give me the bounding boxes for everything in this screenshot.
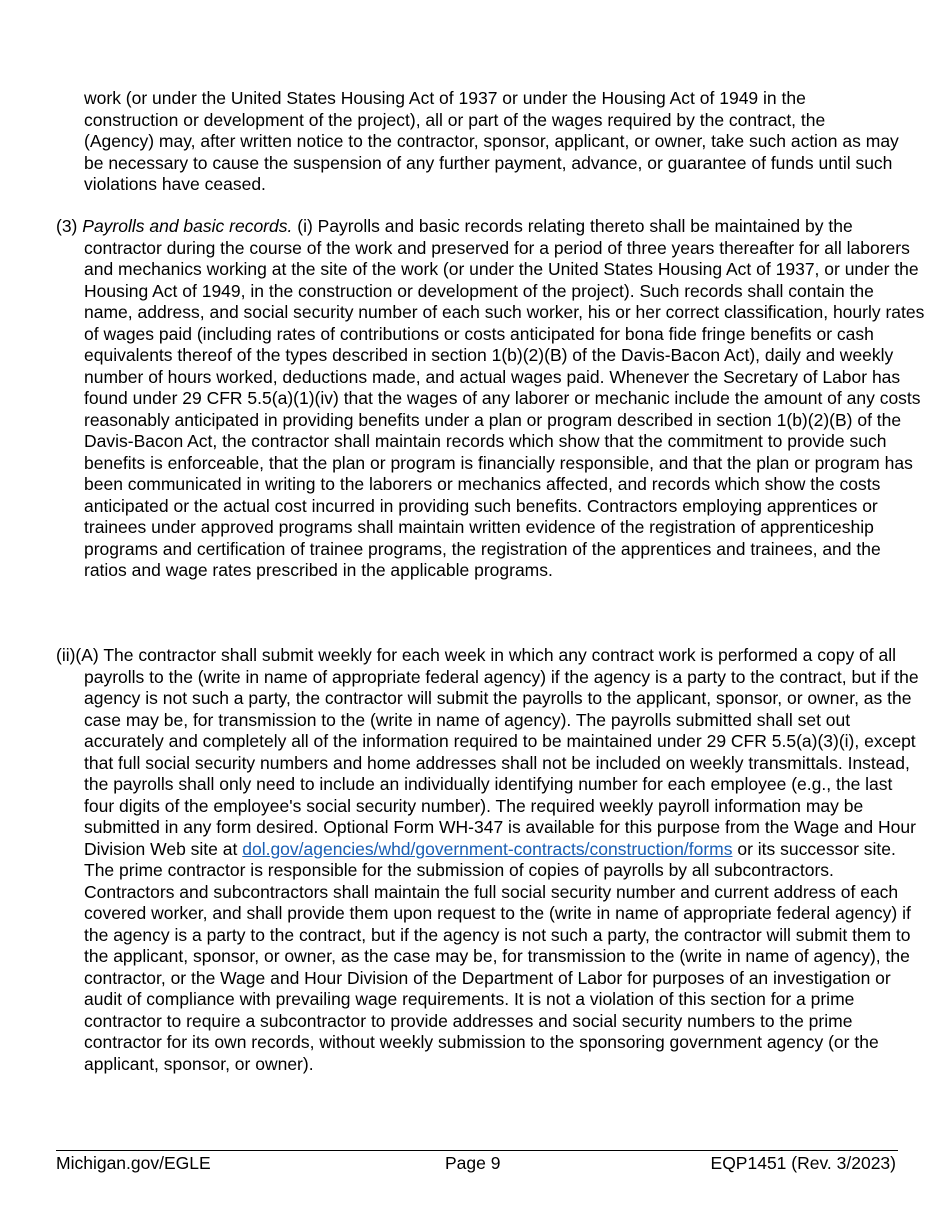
section-number: (3): [56, 216, 78, 236]
payrolls-section: [56, 216, 926, 582]
dol-forms-link[interactable]: dol.gov/agencies/whd/government-contracts/construction/forms: [242, 838, 733, 859]
section-number: (ii)(A): [56, 645, 99, 665]
footer-form-revision: EQP1451 (Rev. 3/2023): [710, 1153, 896, 1173]
footer-website: Michigan.gov/EGLE: [56, 1153, 211, 1173]
section-body: (i) Payrolls and basic records relating thereto shall be maintained by the contractor during the course of the work and preserved for a period of three years thereafter for all laborers and mechanics working at the site of the work (or under the United States Housing Act of 1937, or under the Housing Act of 1949, in the construction or development of the project). Such records shall contain the name, address, and social security number of each such worker, his or her correct classification, hourly rates of wages paid (including rates of contributions or costs anticipated for bona fide fringe benefits or cash equivalents thereof of the types described in section 1(b)(2)(B) of the Davis-Bacon Act), daily and weekly number of hours worked, deductions made, and actual wages paid. Whenever the Secretary of Labor has found under 29 CFR 5.5(a)(1)(iv) that the wages of any laborer or mechanic include the amount of any costs reasonably anticipated in providing benefits under a plan or program described in section 1(b)(2)(B) of the Davis-Bacon Act, the contractor shall maintain records which show that the commitment to provide such benefits is enforceable, that the plan or program is financially responsible, and that the plan or program has been communicated in writing to the laborers or mechanics affected, and records which show the costs anticipated or the actual cost incurred in providing such benefits. Contractors employing apprentices or trainees under approved programs shall maintain written evidence of the registration of apprenticeship programs and certification of trainee programs, the registration of the apprentices and trainees, and the ratios and wage rates prescribed in the applicable programs.: [84, 216, 925, 580]
footer-divider: [56, 1150, 898, 1151]
section-body-before-link: The contractor shall submit weekly for each week in which any contract work is performed a copy of all payrolls to the (write in name of appropriate federal agency) if the agency is a party to the contract, but if the agency is not such a party, the contractor will submit the payrolls to the applicant, sponsor, or owner, as the case may be, for transmission to the (write in name of agency). The payrolls submitted shall set out accurately and completely all of the information required to be maintained under 29 CFR 5.5(a)(3)(i), except that full social security numbers and home addresses shall not be included on weekly transmittals. Instead, the payrolls shall only need to include an individually identifying number for each employee (e.g., the last four digits of the employee's social security number). The required weekly payroll information may be submitted in any form desired. Optional Form WH-347 is available for this purpose from the Wage and Hour Division Web site at: [84, 645, 919, 859]
section-heading: Payrolls and basic records.: [82, 216, 293, 236]
section-body-after-link: or its successor site. The prime contractor is responsible for the submission of copies of payrolls by all subcontractors. Contractors and subcontractors shall maintain the full social security number and current address of each covered worker, and shall provide them upon request to the (write in name of appropriate federal agency) if the agency is a party to the contract, but if the agency is not such a party, the contractor will submit them to the applicant, sponsor, or owner, as the case may be, for transmission to the (write in name of agency), the contractor, or the Wage and Hour Division of the Department of Labor for purposes of an investigation or audit of compliance with prevailing wage requirements. It is not a violation of this section for a prime contractor to require a subcontractor to provide addresses and social security numbers to the prime contractor for its own records, without weekly submission to the sponsoring government agency (or the applicant, sponsor, or owner).: [84, 838, 911, 1074]
continuation-paragraph: work (or under the United States Housing Act of 1937 or under the Housing Act of 1949 in the construction or development of the project), all or part of the wages required by the contract, the (Agency) may, after written notice to the contractor, sponsor, applicant, or owner, take such action as may be necessary to cause the suspension of any further payment, advance, or guarantee of funds until such violations have ceased.: [84, 88, 899, 194]
footer-page-number: Page 9: [445, 1153, 501, 1173]
payroll-submission-section: [56, 645, 926, 1075]
